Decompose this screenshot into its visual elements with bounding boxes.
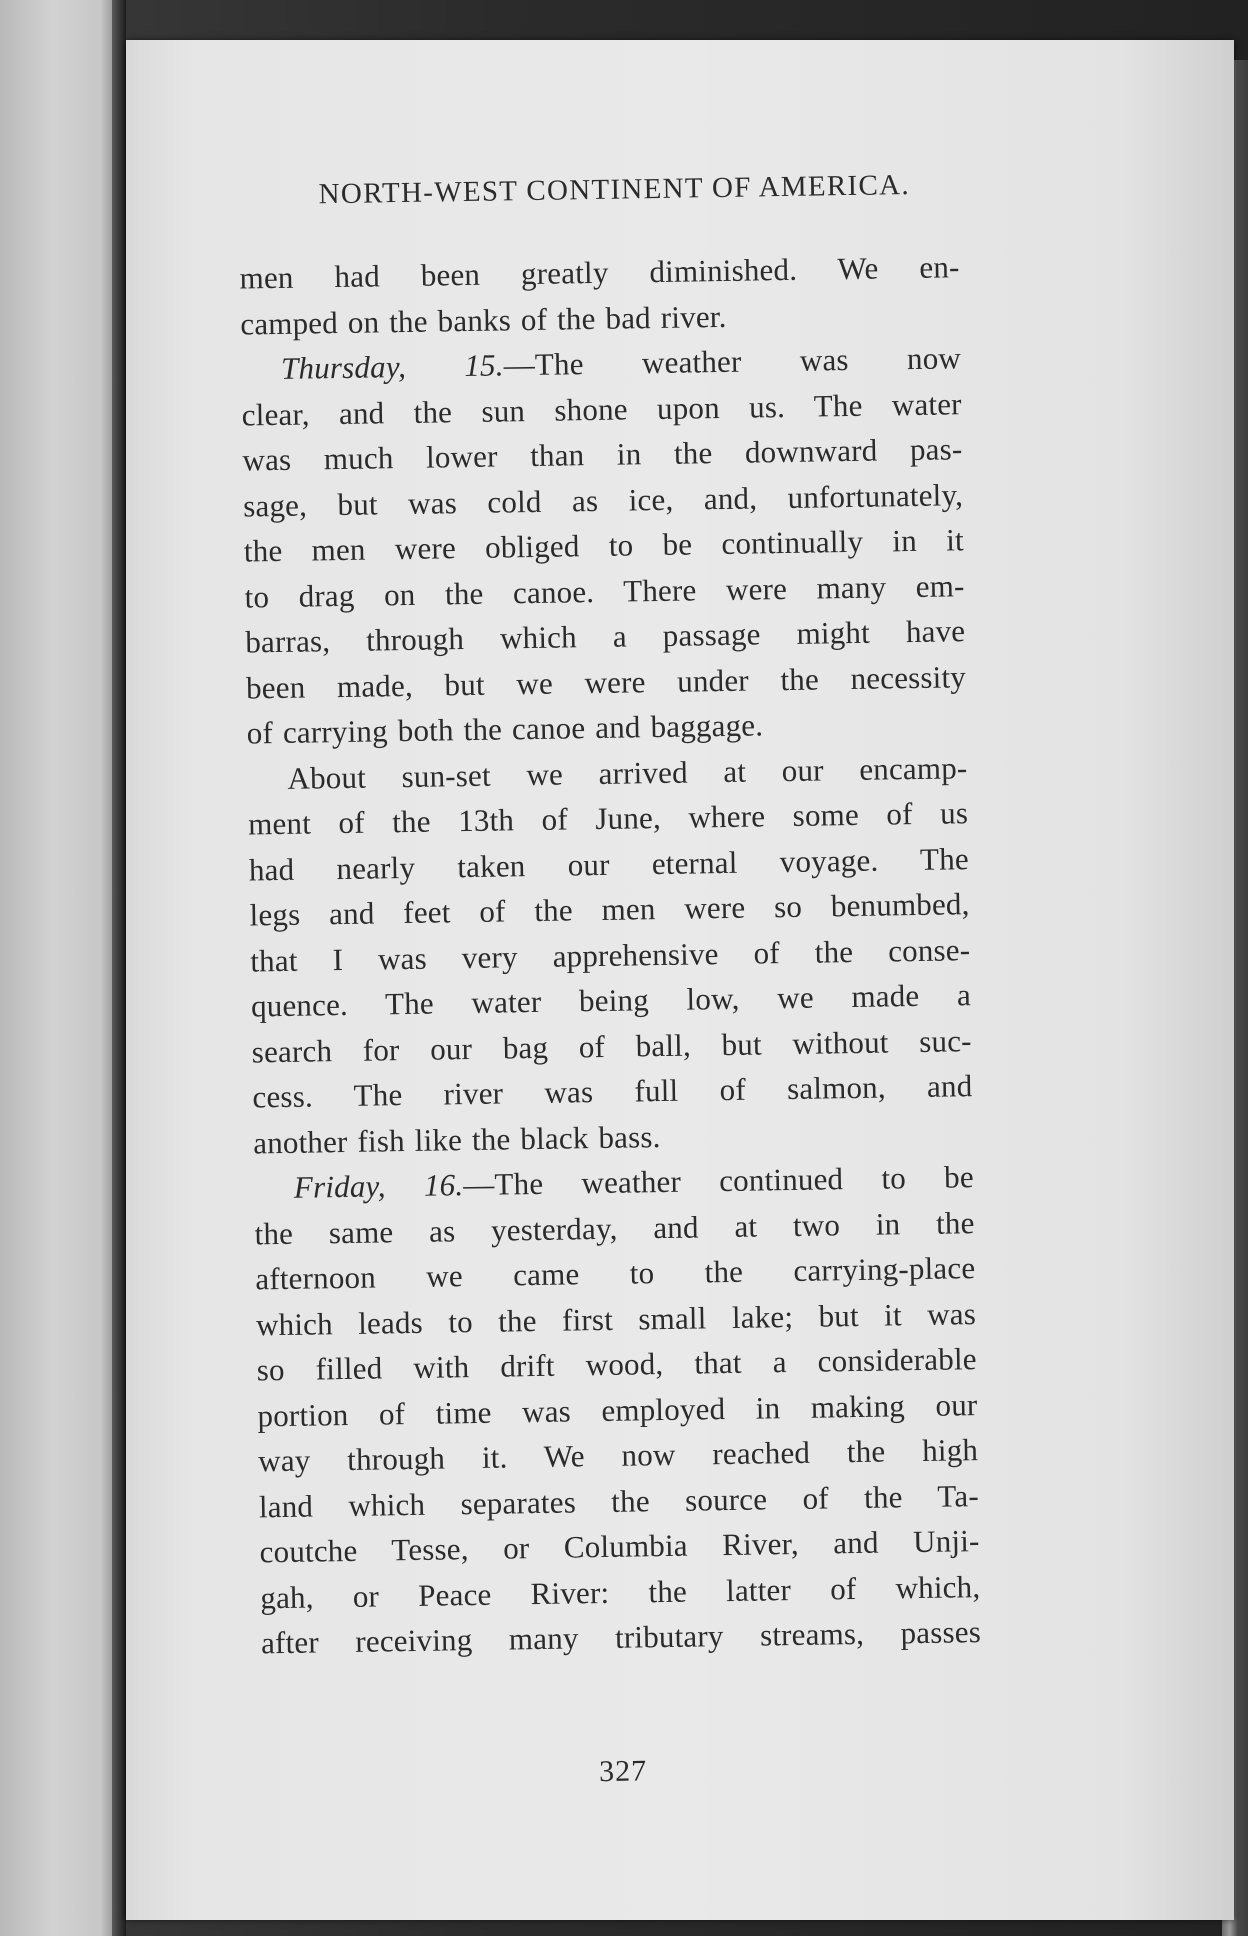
line-text: cess. The river was full of salmon, and <box>252 1068 973 1115</box>
line-text: men had been greatly diminished. We en- <box>239 249 960 296</box>
line-text: after receiving many tributary streams, passes <box>260 1614 982 1661</box>
line-text: which leads to the first small lake; but it was <box>255 1295 977 1342</box>
date-heading: Friday, 16. <box>293 1167 464 1205</box>
line-text: land which separates the source of the Ta- <box>258 1477 980 1524</box>
line-text: —The weather continued to be <box>462 1159 975 1203</box>
line-text: sage, but was cold as ice, and, unfortunately, <box>242 476 964 524</box>
line-text: been made, but we were under the necessity <box>245 658 967 705</box>
line-text: About sun-set we arrived at our encamp- <box>287 749 968 796</box>
running-head: NORTH-WEST CONTINENT OF AMERICA. <box>318 169 911 211</box>
body-text <box>239 244 981 1666</box>
line-text: the men were obliged to be continually in it <box>243 522 965 569</box>
line-text: search for our bag of ball, but without suc- <box>251 1022 972 1069</box>
line-text: camped on the banks of the bad river. <box>240 298 727 342</box>
line-text: so filled with drift wood, that a considerable <box>256 1341 977 1388</box>
line-text: gah, or Peace River: the latter of which, <box>260 1568 981 1615</box>
page-number: 327 <box>598 1754 648 1789</box>
line-text: had nearly taken our eternal voyage. The <box>248 840 970 887</box>
line-text: afternoon we came to the carrying-place <box>255 1250 976 1297</box>
line-text: to drag on the canoe. There were many em- <box>244 567 965 615</box>
line-text: the same as yesterday, and at two in the <box>254 1204 975 1251</box>
line-text: legs and feet of the men were so benumbed, <box>249 886 970 933</box>
line-text: of carrying both the canoe and baggage. <box>246 707 764 751</box>
line-text: another fish like the black bass. <box>252 1118 661 1160</box>
previous-page-edge <box>0 0 118 1936</box>
line-text: way through it. We now reached the high <box>257 1432 979 1479</box>
line-text: —The weather was now <box>503 340 962 383</box>
line-text: was much lower than in the downward pas- <box>242 431 963 478</box>
line-text: quence. The water being low, we made a <box>250 977 972 1024</box>
date-heading: Thursday, 15. <box>280 347 504 386</box>
line-text: clear, and the sun shone upon us. The water <box>241 385 962 433</box>
line-text: portion of time was employed in making our <box>257 1386 978 1433</box>
line-text: coutche Tesse, or Columbia River, and Unji- <box>259 1523 980 1570</box>
line-text: ment of the 13th of June, where some of us <box>247 795 969 842</box>
book-gutter <box>112 0 126 1936</box>
line-text: barras, through which a passage might have <box>245 613 966 660</box>
line-text: that I was very apprehensive of the conse- <box>250 931 971 978</box>
